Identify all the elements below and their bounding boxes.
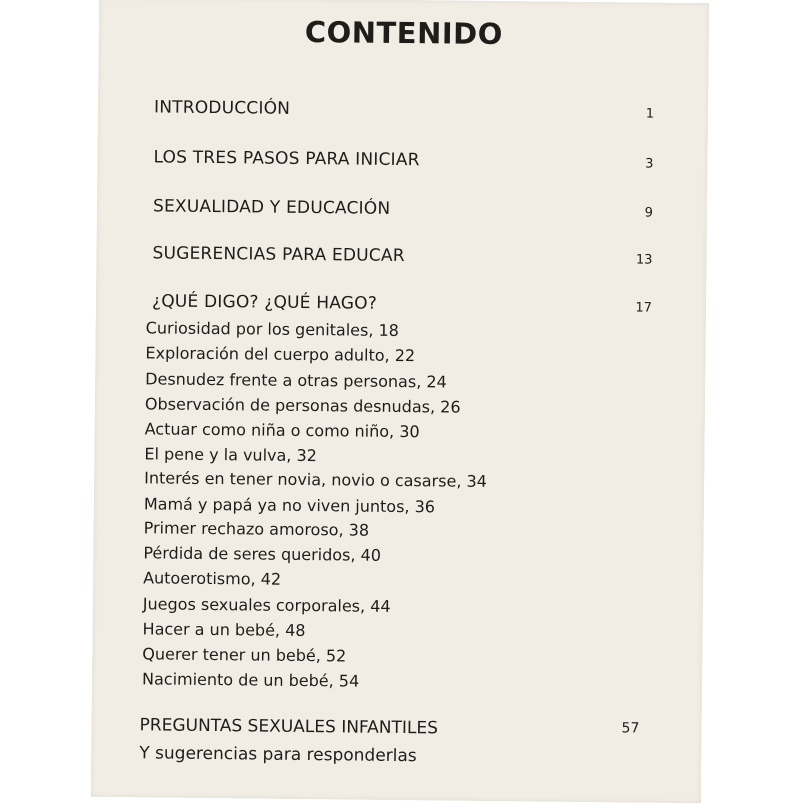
toc-subentry: Desnudez frente a otras personas, 24 (145, 369, 447, 392)
toc-entry-preguntas-label: PREGUNTAS SEXUALES INFANTILES (139, 715, 439, 739)
toc-entry-page: 9 (644, 205, 654, 221)
toc-subentry: Pérdida de seres queridos, 40 (143, 543, 382, 565)
toc-subentry: Mamá y papá ya no viven juntos, 36 (143, 494, 436, 517)
toc-subentry: Observación de personas desnudas, 26 (144, 394, 461, 417)
page-title: CONTENIDO (304, 14, 504, 52)
toc-subentry: Primer rechazo amoroso, 38 (143, 518, 370, 540)
toc-entry-page: 13 (635, 252, 653, 268)
toc-subentry: Exploración del cuerpo adulto, 22 (145, 343, 416, 366)
toc-entry-label: ¿QUÉ DIGO? ¿QUÉ HAGO? (151, 291, 378, 314)
toc-subentry: Hacer a un bebé, 48 (142, 619, 306, 641)
toc-entry-label: SUGERENCIAS PARA EDUCAR (152, 243, 405, 267)
toc-entry-page: 17 (635, 300, 653, 316)
toc-entry-sexualidad (152, 196, 654, 229)
toc-subentry: Nacimiento de un bebé, 54 (141, 669, 360, 691)
toc-subentry: Querer tener un bebé, 52 (142, 644, 347, 666)
toc-entry-tres-pasos (153, 147, 654, 180)
book-page (91, 0, 709, 803)
toc-entry-label: SEXUALIDAD Y EDUCACIÓN (152, 196, 391, 219)
toc-entry-label: LOS TRES PASOS PARA INICIAR (153, 147, 420, 171)
toc-entry-introduccion (153, 97, 655, 130)
toc-entry-sugerencias (152, 243, 653, 276)
toc-subentry: Autoerotismo, 42 (143, 568, 282, 589)
toc-subentry: Juegos sexuales corporales, 44 (142, 594, 391, 616)
toc-entry-page: 3 (645, 156, 654, 172)
toc-entry-label: INTRODUCCIÓN (153, 97, 291, 119)
toc-subentry: Actuar como niña o como niño, 30 (144, 419, 420, 442)
toc-subentry: El pene y la vulva, 32 (144, 444, 317, 466)
toc-entry-preguntas-subtitle: Y sugerencias para responderlas (139, 743, 417, 767)
toc-entry-preguntas-page: 57 (621, 720, 640, 737)
toc-subentry: Interés en tener novia, novio o casarse, 34 (144, 468, 488, 491)
toc-entry-page: 1 (645, 106, 655, 122)
toc-subentry: Curiosidad por los genitales, 18 (145, 318, 400, 340)
